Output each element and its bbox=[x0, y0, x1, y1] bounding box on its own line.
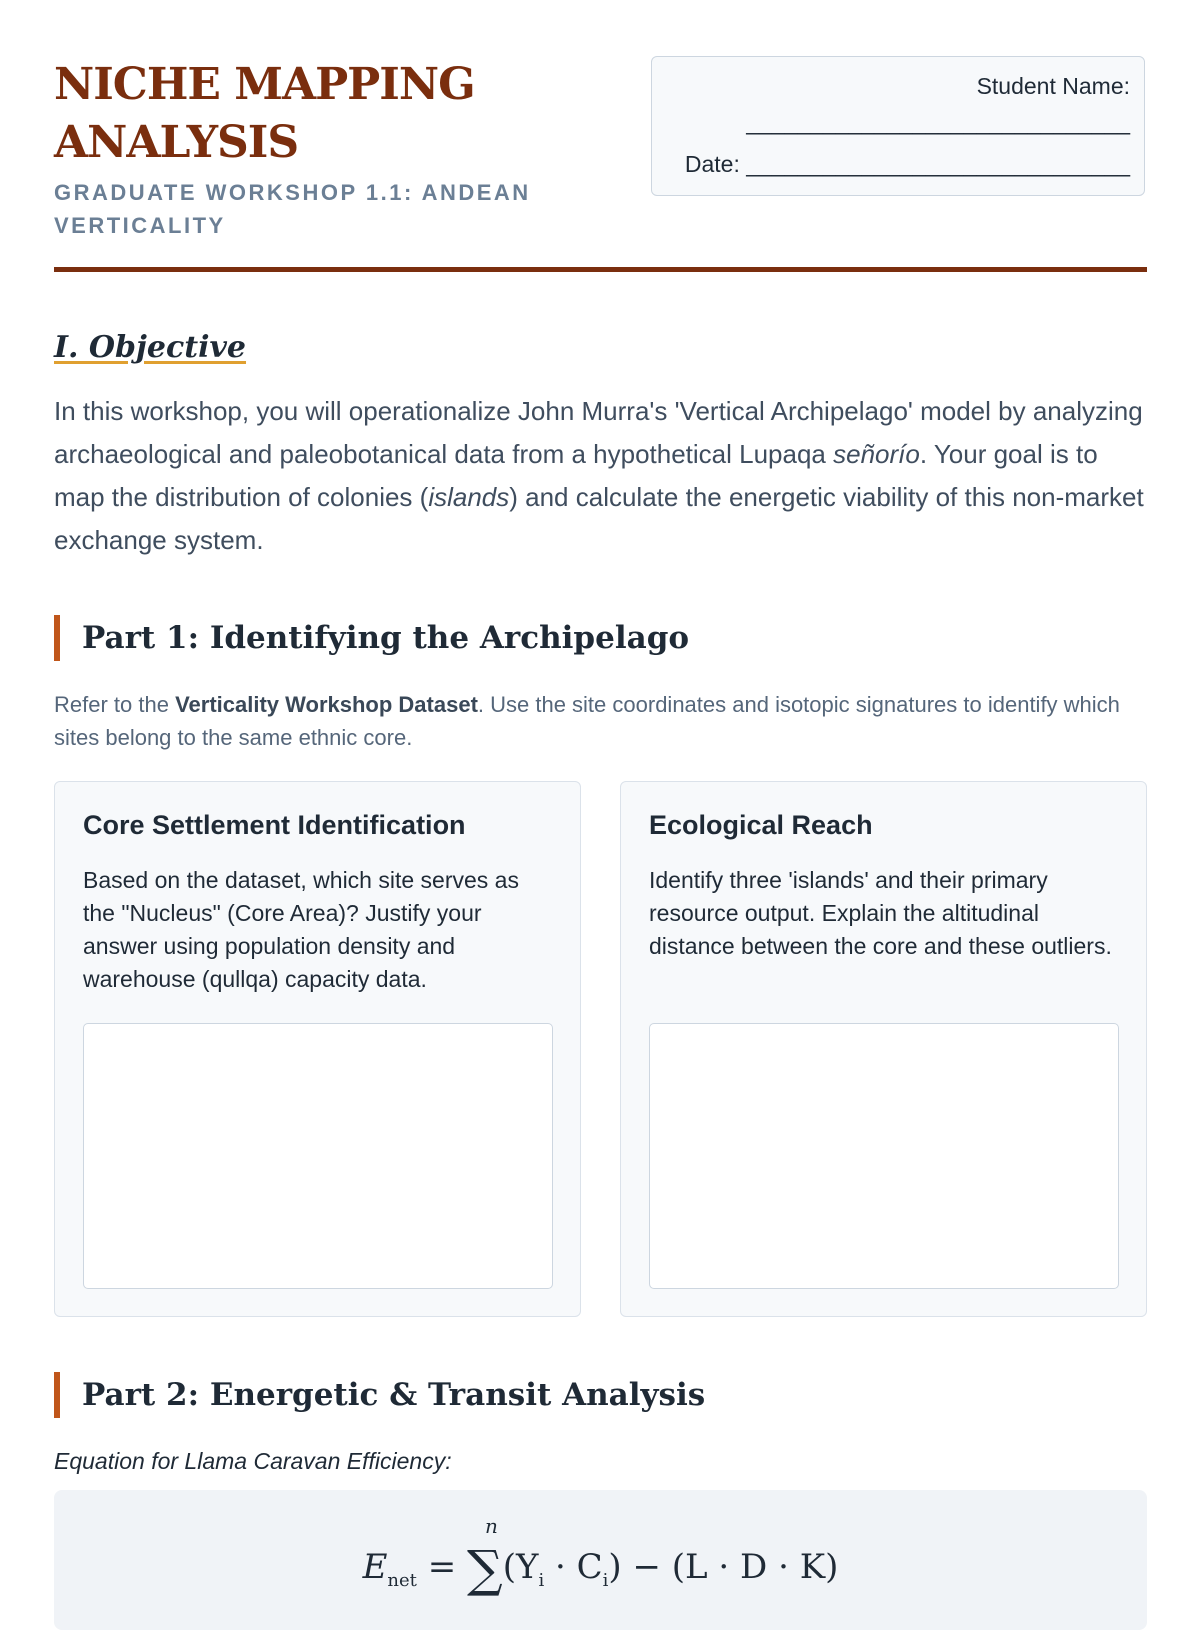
part1-heading: Part 1: Identifying the Archipelago bbox=[54, 615, 1054, 661]
page-subtitle: GRADUATE WORKSHOP 1.1: ANDEAN VERTICALITY bbox=[54, 180, 531, 238]
part2-heading: Part 2: Energetic & Transit Analysis bbox=[54, 1372, 1054, 1418]
caravan-efficiency-equation: $E_{net}$ = n $\sum(Y_i \cdot C_i) - (L \cdot D \cdot K)$ bbox=[362, 1514, 839, 1598]
page-title: NICHE MAPPING ANALYSIS bbox=[54, 59, 475, 168]
ecological-reach-answer-box[interactable] bbox=[649, 1023, 1119, 1289]
term-islands: islands bbox=[428, 482, 510, 512]
equation-box bbox=[54, 1490, 1147, 1630]
header bbox=[54, 56, 1147, 246]
date-row bbox=[685, 151, 1130, 178]
header-divider bbox=[54, 267, 1147, 272]
date-field[interactable]: ______________________________ bbox=[746, 151, 1130, 177]
card-title: Ecological Reach bbox=[649, 810, 873, 840]
summation-symbol: n ∑ bbox=[467, 1514, 503, 1598]
part1-intro: Refer to the Verticality Workshop Dataset. Use the site coordinates and isotopic signatures to identify which sites belong to the same ethnic core. bbox=[54, 692, 1120, 750]
core-settlement-answer-box[interactable] bbox=[83, 1023, 553, 1289]
equation-label: Equation for Llama Caravan Efficiency: bbox=[54, 1448, 452, 1474]
core-settlement-card bbox=[54, 781, 581, 1317]
ecological-reach-card bbox=[620, 781, 1147, 1317]
student-info-box bbox=[651, 56, 1145, 196]
student-name-label: Student Name: bbox=[976, 73, 1130, 99]
card-title: Core Settlement Identification bbox=[83, 810, 466, 840]
dataset-name: Verticality Workshop Dataset bbox=[175, 692, 478, 717]
card-prompt: Based on the dataset, which site serves as the "Nucleus" (Core Area)? Justify your answer using population density and warehouse (qullqa) capacity data. bbox=[83, 867, 519, 992]
objective-text: In this workshop, you will operationalize John Murra's 'Vertical Archipelago' model by analyzing archaeological and paleobotanical data from a hypothetical Lupaqa señorío. Your goal is to map the distribution of colonies (islands) and calculate the energetic viability of this non-market exchange system. bbox=[54, 396, 1144, 555]
term-senorio: señorío bbox=[833, 439, 920, 469]
card-prompt: Identify three 'islands' and their primary resource output. Explain the altitudinal distance between the core and these outliers. bbox=[649, 867, 1112, 959]
objective-heading: I. Objective bbox=[54, 330, 247, 365]
student-name-field[interactable]: ______________________________ bbox=[746, 109, 1130, 135]
date-label: Date: bbox=[684, 151, 740, 177]
